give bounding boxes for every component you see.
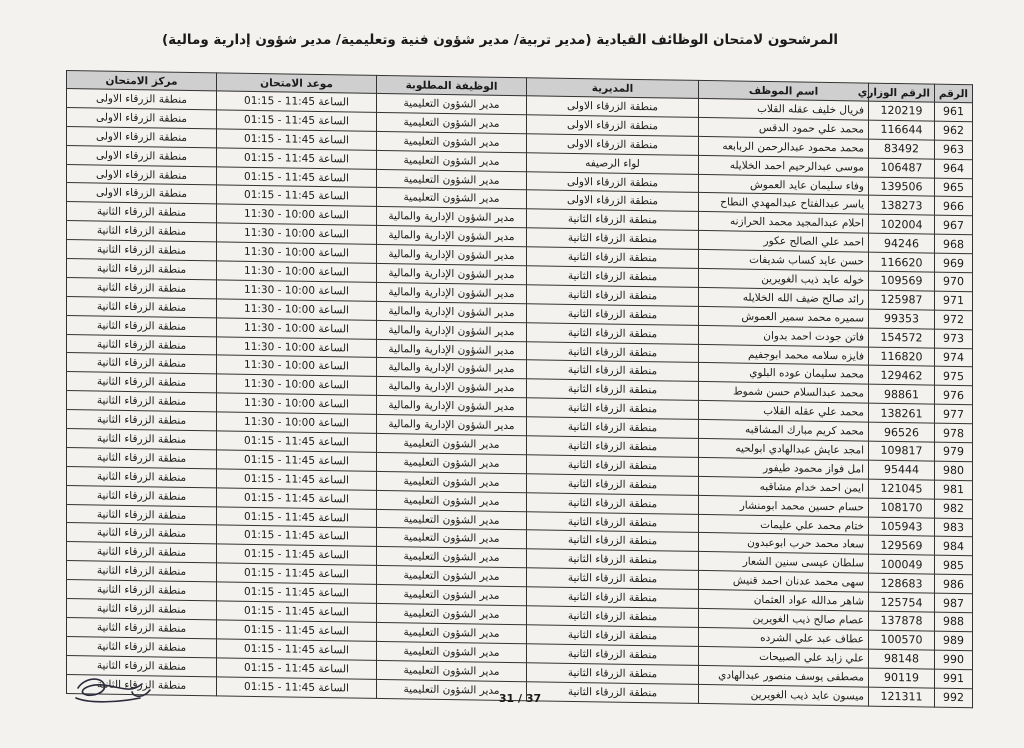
cell-num: 979 (935, 442, 973, 461)
cell-required-job: مدير الشؤون التعليمية (377, 93, 527, 114)
handwritten-signature (70, 668, 160, 708)
cell-ministry-id: 94246 (869, 233, 935, 253)
cell-directorate: منطقة الزرقاء الثانية (527, 681, 699, 703)
cell-required-job: مدير الشؤون الإدارية والمالية (377, 377, 527, 398)
cell-employee-name: ياسر عبدالفتاح عبدالمهدي النطاح (699, 193, 869, 215)
cell-num: 963 (935, 140, 973, 159)
candidates-table (66, 70, 973, 708)
cell-exam-center: منطقة الزرقاء الثانية (67, 221, 217, 242)
cell-ministry-id: 139506 (869, 177, 935, 197)
cell-ministry-id: 128683 (869, 573, 935, 593)
cell-ministry-id: 138261 (869, 403, 935, 423)
cell-required-job: مدير الشؤون الإدارية والمالية (377, 226, 527, 247)
cell-directorate: منطقة الزرقاء الثانية (527, 398, 699, 420)
cell-exam-center: منطقة الزرقاء الثانية (67, 504, 217, 525)
cell-directorate: لواء الرصيفه (527, 152, 699, 174)
cell-exam-center: منطقة الزرقاء الثانية (67, 542, 217, 563)
cell-ministry-id: 125987 (869, 290, 935, 310)
cell-required-job: مدير الشؤون التعليمية (377, 150, 527, 171)
cell-num: 970 (935, 272, 973, 291)
cell-employee-name: علي زايد علي الصبيحات (699, 646, 869, 668)
cell-directorate: منطقة الزرقاء الثانية (527, 266, 699, 288)
cell-directorate: منطقة الزرقاء الثانية (527, 436, 699, 458)
cell-num: 973 (935, 329, 973, 348)
cell-required-job: مدير الشؤون التعليمية (377, 603, 527, 624)
cell-exam-center: منطقة الزرقاء الثانية (67, 410, 217, 431)
cell-required-job: مدير الشؤون الإدارية والمالية (377, 415, 527, 436)
cell-required-job: مدير الشؤون التعليمية (377, 660, 527, 681)
cell-exam-center: منطقة الزرقاء الثانية (67, 617, 217, 638)
cell-required-job: مدير الشؤون التعليمية (377, 622, 527, 643)
cell-ministry-id: 129462 (869, 366, 935, 386)
cell-employee-name: محمد سليمان عوده البلوي (699, 363, 869, 385)
cell-exam-center: منطقة الزرقاء الثانية (67, 259, 217, 280)
cell-directorate: منطقة الزرقاء الثانية (527, 492, 699, 514)
cell-exam-time: الساعة 11:45 - 01:15 (217, 639, 377, 660)
cell-exam-center: منطقة الزرقاء الثانية (67, 655, 217, 676)
cell-exam-time: الساعة 10:00 - 11:30 (217, 242, 377, 263)
cell-required-job: مدير الشؤون التعليمية (377, 509, 527, 530)
cell-exam-time: الساعة 11:45 - 01:15 (217, 601, 377, 622)
cell-required-job: مدير الشؤون التعليمية (377, 490, 527, 511)
cell-num: 965 (935, 178, 973, 197)
cell-exam-center: منطقة الزرقاء الثانية (67, 599, 217, 620)
cell-directorate: منطقة الزرقاء الاولى (527, 171, 699, 193)
cell-employee-name: ختام محمد علي عليمات (699, 514, 869, 536)
cell-required-job: مدير الشؤون التعليمية (377, 585, 527, 606)
cell-directorate: منطقة الزرقاء الثانية (527, 530, 699, 552)
header-required-job: الوظيفة المطلوبة (377, 75, 527, 95)
cell-directorate: منطقة الزرقاء الثانية (527, 417, 699, 439)
cell-exam-time: الساعة 11:45 - 01:15 (217, 469, 377, 490)
cell-num: 975 (935, 367, 973, 386)
cell-employee-name: حسن عايد كساب شديفات (699, 250, 869, 272)
cell-employee-name: عطاف عبد علي الشرده (699, 627, 869, 649)
cell-num: 968 (935, 234, 973, 253)
cell-ministry-id: 108170 (869, 498, 935, 518)
cell-required-job: مدير الشؤون التعليمية (377, 452, 527, 473)
cell-ministry-id: 116644 (869, 120, 935, 140)
cell-directorate: منطقة الزرقاء الثانية (527, 379, 699, 401)
cell-exam-time: الساعة 10:00 - 11:30 (217, 412, 377, 433)
cell-exam-time: الساعة 10:00 - 11:30 (217, 204, 377, 225)
cell-num: 974 (935, 348, 973, 367)
header-exam-time: موعد الامتحان (217, 73, 377, 94)
cell-employee-name: محمد عبدالسلام حسن شموط (699, 382, 869, 404)
cell-directorate: منطقة الزرقاء الثانية (527, 606, 699, 628)
cell-required-job: مدير الشؤون التعليمية (377, 112, 527, 133)
cell-exam-center: منطقة الزرقاء الثانية (67, 353, 217, 374)
cell-exam-center: منطقة الزرقاء الثانية (67, 334, 217, 355)
cell-ministry-id: 100570 (869, 630, 935, 650)
cell-directorate: منطقة الزرقاء الثانية (527, 587, 699, 609)
cell-exam-center: منطقة الزرقاء الثانية (67, 372, 217, 393)
cell-required-job: مدير الشؤون التعليمية (377, 528, 527, 549)
cell-exam-time: الساعة 10:00 - 11:30 (217, 299, 377, 320)
cell-num: 987 (935, 593, 973, 612)
cell-exam-center: منطقة الزرقاء الثانية (67, 674, 217, 695)
cell-exam-center: منطقة الزرقاء الاولى (67, 183, 217, 204)
page-number: 31 / 37 (498, 692, 542, 705)
cell-directorate: منطقة الزرقاء الاولى (527, 134, 699, 156)
cell-employee-name: ميسون عايد ذيب الغويرين (699, 684, 869, 706)
cell-ministry-id: 105943 (869, 517, 935, 537)
cell-exam-center: منطقة الزرقاء الثانية (67, 296, 217, 317)
cell-employee-name: سعاد محمد حرب ابوعبدون (699, 533, 869, 555)
cell-directorate: منطقة الزرقاء الاولى (527, 115, 699, 137)
cell-exam-center: منطقة الزرقاء الثانية (67, 485, 217, 506)
cell-exam-time: الساعة 11:45 - 01:15 (217, 166, 377, 187)
cell-exam-center: منطقة الزرقاء الثانية (67, 391, 217, 412)
cell-ministry-id: 106487 (869, 158, 935, 178)
cell-exam-time: الساعة 11:45 - 01:15 (217, 129, 377, 150)
cell-exam-time: الساعة 11:45 - 01:15 (217, 544, 377, 565)
cell-exam-time: الساعة 11:45 - 01:15 (217, 110, 377, 131)
cell-exam-time: الساعة 11:45 - 01:15 (217, 450, 377, 471)
cell-required-job: مدير الشؤون التعليمية (377, 679, 527, 700)
cell-required-job: مدير الشؤون الإدارية والمالية (377, 245, 527, 266)
cell-exam-time: الساعة 11:45 - 01:15 (217, 658, 377, 679)
cell-num: 978 (935, 423, 973, 442)
cell-employee-name: فايزه سلامه محمد ابوجفيم (699, 344, 869, 366)
cell-exam-time: الساعة 11:45 - 01:15 (217, 620, 377, 641)
cell-directorate: منطقة الزرقاء الثانية (527, 209, 699, 231)
cell-ministry-id: 116820 (869, 347, 935, 367)
cell-required-job: مدير الشؤون التعليمية (377, 131, 527, 152)
cell-employee-name: احلام عبدالمجيد محمد الحرازنه (699, 212, 869, 234)
header-exam-center: مركز الامتحان (67, 71, 217, 91)
cell-exam-center: منطقة الزرقاء الثانية (67, 580, 217, 601)
cell-required-job: مدير الشؤون الإدارية والمالية (377, 282, 527, 303)
cell-directorate: منطقة الزرقاء الاولى (527, 190, 699, 212)
cell-employee-name: عصام صالح ذيب الغويرين (699, 608, 869, 630)
cell-ministry-id: 154572 (869, 328, 935, 348)
cell-directorate: منطقة الزرقاء الثانية (527, 360, 699, 382)
cell-ministry-id: 129569 (869, 536, 935, 556)
cell-exam-time: الساعة 10:00 - 11:30 (217, 336, 377, 357)
cell-exam-time: الساعة 11:45 - 01:15 (217, 563, 377, 584)
cell-exam-center: منطقة الزرقاء الثانية (67, 429, 217, 450)
cell-exam-time: الساعة 10:00 - 11:30 (217, 355, 377, 376)
cell-employee-name: محمد كريم مبارك المشاقبه (699, 420, 869, 442)
cell-employee-name: ايمن احمد خدام مشاقبه (699, 476, 869, 498)
cell-directorate: منطقة الزرقاء الثانية (527, 285, 699, 307)
cell-required-job: مدير الشؤون الإدارية والمالية (377, 207, 527, 228)
cell-num: 980 (935, 461, 973, 480)
cell-exam-center: منطقة الزرقاء الاولى (67, 145, 217, 166)
cell-exam-time: الساعة 10:00 - 11:30 (217, 318, 377, 339)
cell-employee-name: محمد علي عقله القلاب (699, 401, 869, 423)
cell-num: 992 (935, 688, 973, 707)
cell-num: 981 (935, 480, 973, 499)
cell-ministry-id: 121045 (869, 479, 935, 499)
cell-num: 962 (935, 121, 973, 140)
cell-employee-name: سهى محمد عدنان احمد قنيش (699, 571, 869, 593)
cell-ministry-id: 109569 (869, 271, 935, 291)
cell-required-job: مدير الشؤون التعليمية (377, 433, 527, 454)
cell-required-job: مدير الشؤون الإدارية والمالية (377, 358, 527, 379)
cell-directorate: منطقة الزرقاء الثانية (527, 662, 699, 684)
cell-ministry-id: 99353 (869, 309, 935, 329)
candidates-table-container (66, 70, 972, 708)
cell-required-job: مدير الشؤون التعليمية (377, 547, 527, 568)
cell-directorate: منطقة الزرقاء الثانية (527, 568, 699, 590)
cell-exam-center: منطقة الزرقاء الاولى (67, 164, 217, 185)
cell-directorate: منطقة الزرقاء الثانية (527, 247, 699, 269)
cell-exam-time: الساعة 11:45 - 01:15 (217, 148, 377, 169)
cell-exam-time: الساعة 11:45 - 01:15 (217, 91, 377, 112)
cell-employee-name: مصطفى يوسف منصور عبدالهادي (699, 665, 869, 687)
cell-employee-name: رائد صالح ضيف الله الخلايله (699, 287, 869, 309)
cell-employee-name: فاتن جودت احمد بدوان (699, 325, 869, 347)
cell-directorate: منطقة الزرقاء الثانية (527, 625, 699, 647)
cell-ministry-id: 138273 (869, 196, 935, 216)
cell-directorate: منطقة الزرقاء الثانية (527, 341, 699, 363)
cell-exam-time: الساعة 11:45 - 01:15 (217, 676, 377, 697)
cell-required-job: مدير الشؤون التعليمية (377, 169, 527, 190)
header-directorate: المديرية (527, 78, 699, 99)
cell-num: 967 (935, 215, 973, 234)
cell-exam-time: الساعة 11:45 - 01:15 (217, 582, 377, 603)
cell-directorate: منطقة الزرقاء الثانية (527, 474, 699, 496)
cell-exam-center: منطقة الزرقاء الثانية (67, 315, 217, 336)
cell-exam-center: منطقة الزرقاء الاولى (67, 107, 217, 128)
cell-employee-name: سميره محمد سمير العموش (699, 306, 869, 328)
cell-employee-name: سلطان عيسى سنين الشعار (699, 552, 869, 574)
cell-ministry-id: 121311 (869, 687, 935, 707)
cell-ministry-id: 98148 (869, 649, 935, 669)
table-body (67, 89, 973, 708)
cell-employee-name: امجد عايش عبدالهادي ابولحيه (699, 438, 869, 460)
cell-directorate: منطقة الزرقاء الاولى (527, 96, 699, 118)
cell-employee-name: شاهر مدالله عواد العثمان (699, 590, 869, 612)
cell-exam-time: الساعة 10:00 - 11:30 (217, 374, 377, 395)
cell-num: 966 (935, 197, 973, 216)
cell-num: 977 (935, 404, 973, 423)
cell-exam-time: الساعة 11:45 - 01:15 (217, 525, 377, 546)
cell-ministry-id: 90119 (869, 668, 935, 688)
cell-num: 976 (935, 386, 973, 405)
cell-required-job: مدير الشؤون الإدارية والمالية (377, 320, 527, 341)
cell-employee-name: محمد محمود عبدالرحمن الربابعه (699, 136, 869, 158)
cell-directorate: منطقة الزرقاء الثانية (527, 228, 699, 250)
cell-num: 961 (935, 102, 973, 121)
cell-num: 972 (935, 310, 973, 329)
cell-num: 984 (935, 537, 973, 556)
cell-num: 982 (935, 499, 973, 518)
cell-exam-time: الساعة 10:00 - 11:30 (217, 261, 377, 282)
cell-required-job: مدير الشؤون الإدارية والمالية (377, 396, 527, 417)
cell-exam-center: منطقة الزرقاء الثانية (67, 447, 217, 468)
cell-ministry-id: 95444 (869, 460, 935, 480)
cell-exam-time: الساعة 11:45 - 01:15 (217, 488, 377, 509)
cell-num: 986 (935, 574, 973, 593)
cell-exam-center: منطقة الزرقاء الثانية (67, 636, 217, 657)
cell-exam-center: منطقة الزرقاء الثانية (67, 466, 217, 487)
cell-exam-time: الساعة 11:45 - 01:15 (217, 185, 377, 206)
cell-directorate: منطقة الزرقاء الثانية (527, 322, 699, 344)
cell-exam-time: الساعة 11:45 - 01:15 (217, 431, 377, 452)
cell-num: 985 (935, 556, 973, 575)
cell-required-job: مدير الشؤون التعليمية (377, 471, 527, 492)
cell-required-job: مدير الشؤون الإدارية والمالية (377, 301, 527, 322)
header-employee-name: اسم الموظف (699, 80, 869, 101)
cell-directorate: منطقة الزرقاء الثانية (527, 511, 699, 533)
cell-num: 983 (935, 518, 973, 537)
cell-ministry-id: 137878 (869, 611, 935, 631)
cell-ministry-id: 125754 (869, 592, 935, 612)
cell-directorate: منطقة الزرقاء الثانية (527, 549, 699, 571)
cell-ministry-id: 120219 (869, 101, 935, 121)
cell-employee-name: احمد علي الصالح عكور (699, 231, 869, 253)
cell-num: 964 (935, 159, 973, 178)
cell-required-job: مدير الشؤون الإدارية والمالية (377, 263, 527, 284)
cell-exam-center: منطقة الزرقاء الاولى (67, 126, 217, 147)
cell-employee-name: موسى عبدالرحيم احمد الخلايله (699, 155, 869, 177)
cell-exam-center: منطقة الزرقاء الثانية (67, 240, 217, 261)
cell-num: 969 (935, 253, 973, 272)
cell-employee-name: امل فواز محمود طيفور (699, 457, 869, 479)
cell-exam-center: منطقة الزرقاء الثانية (67, 523, 217, 544)
cell-ministry-id: 116620 (869, 252, 935, 272)
cell-required-job: مدير الشؤون الإدارية والمالية (377, 339, 527, 360)
cell-num: 990 (935, 650, 973, 669)
cell-required-job: مدير الشؤون التعليمية (377, 188, 527, 209)
cell-exam-time: الساعة 11:45 - 01:15 (217, 506, 377, 527)
cell-ministry-id: 83492 (869, 139, 935, 159)
header-ministry-id: الرقم الوزاري (869, 83, 935, 102)
cell-num: 988 (935, 612, 973, 631)
header-num: الرقم (935, 84, 973, 103)
cell-required-job: مدير الشؤون التعليمية (377, 641, 527, 662)
cell-required-job: مدير الشؤون التعليمية (377, 566, 527, 587)
cell-employee-name: خوله عايد ذيب الغويرين (699, 268, 869, 290)
document-title: المرشحون لامتحان الوظائف القيادية (مدير تربية/ مدير شؤون فنية وتعليمية/ مدير شؤون إدارية ومالية) (161, 32, 839, 48)
cell-directorate: منطقة الزرقاء الثانية (527, 455, 699, 477)
cell-employee-name: حسام حسين محمد ابومنشار (699, 495, 869, 517)
cell-exam-center: منطقة الزرقاء الاولى (67, 89, 217, 110)
cell-ministry-id: 102004 (869, 214, 935, 234)
cell-num: 991 (935, 669, 973, 688)
cell-num: 989 (935, 631, 973, 650)
cell-exam-time: الساعة 10:00 - 11:30 (217, 393, 377, 414)
cell-exam-time: الساعة 10:00 - 11:30 (217, 223, 377, 244)
cell-directorate: منطقة الزرقاء الثانية (527, 304, 699, 326)
cell-employee-name: فريال خليف عقله القلاب (699, 98, 869, 120)
cell-ministry-id: 109817 (869, 441, 935, 461)
cell-directorate: منطقة الزرقاء الثانية (527, 644, 699, 666)
cell-exam-center: منطقة الزرقاء الثانية (67, 277, 217, 298)
cell-exam-time: الساعة 10:00 - 11:30 (217, 280, 377, 301)
cell-ministry-id: 100049 (869, 554, 935, 574)
cell-num: 971 (935, 291, 973, 310)
cell-exam-center: منطقة الزرقاء الثانية (67, 202, 217, 223)
cell-ministry-id: 96526 (869, 422, 935, 442)
cell-employee-name: وفاء سليمان عايد العموش (699, 174, 869, 196)
cell-exam-center: منطقة الزرقاء الثانية (67, 561, 217, 582)
cell-employee-name: محمد علي حمود الدقس (699, 117, 869, 139)
cell-ministry-id: 98861 (869, 384, 935, 404)
